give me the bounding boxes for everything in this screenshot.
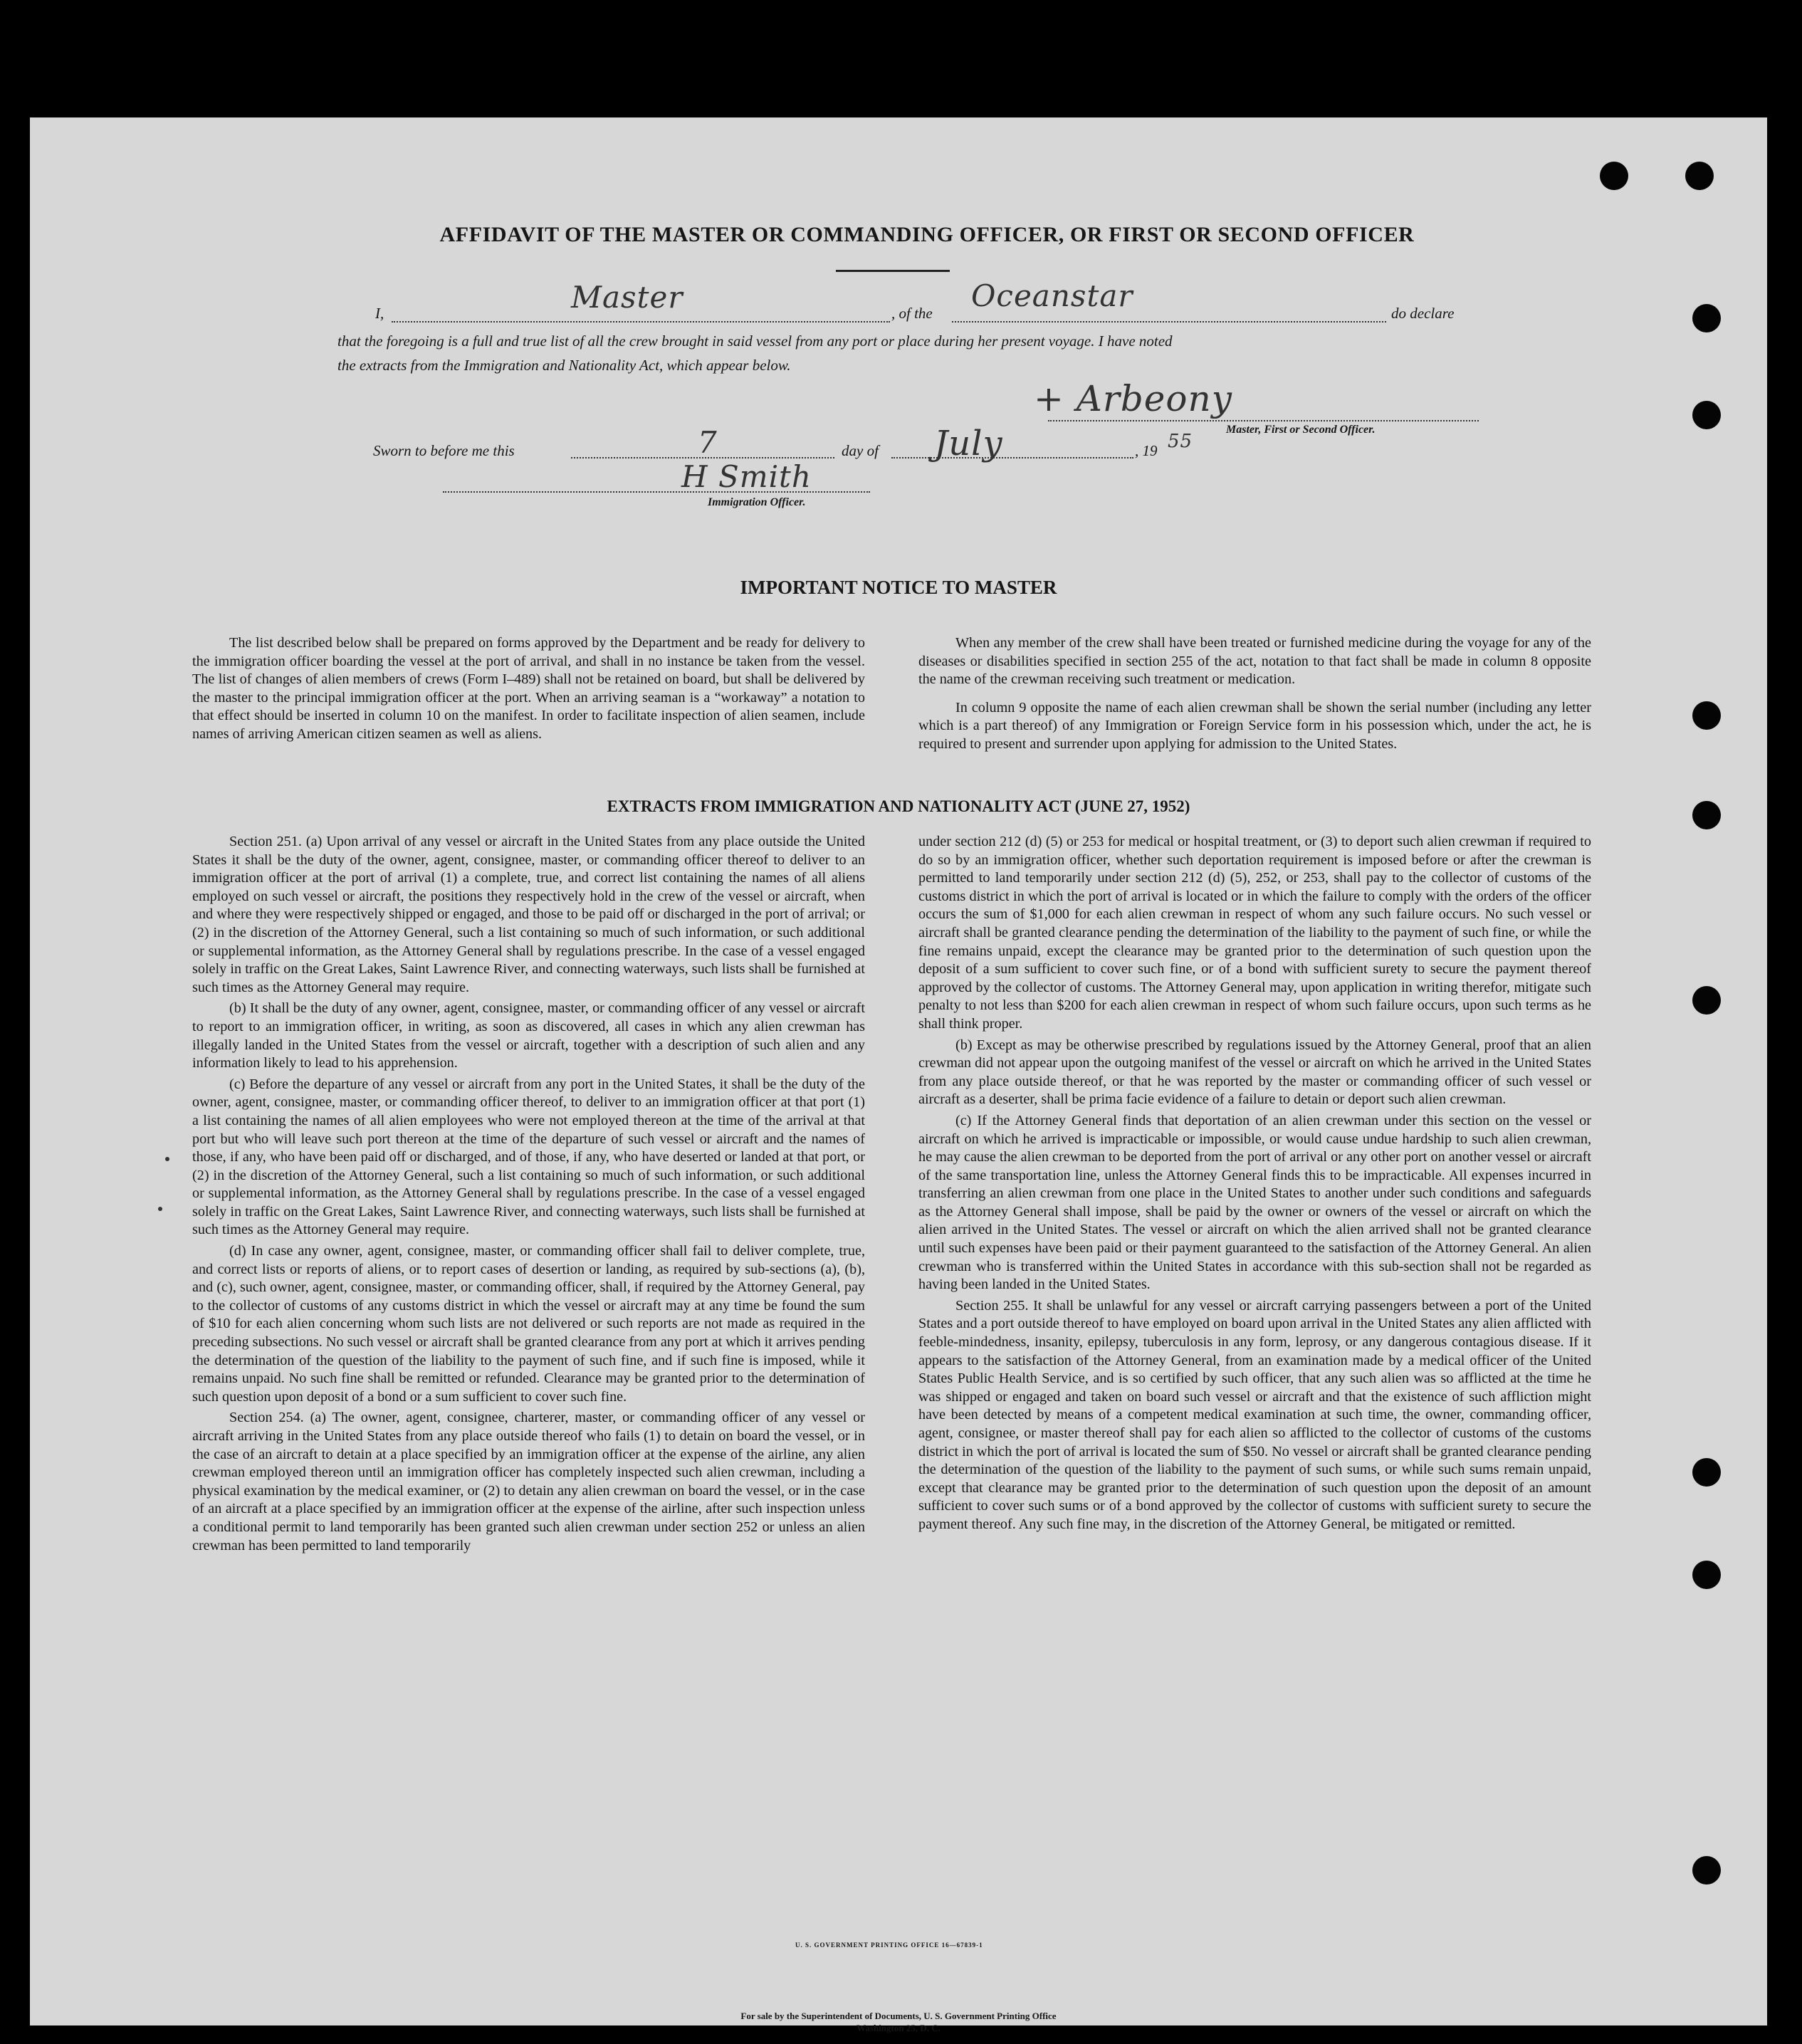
- extract-left-paragraph: (c) Before the departure of any vessel or aircraft from any port in the United States, it shall be the duty of the owner, agent, consignee, master, or commanding officer thereof, to deliver to an immigration officer at that port (1) a list containing the names of all alien employees who were not employed thereon at the time of the arrival at that port but who will leave such port thereon at the time of the departure of such vessel or aircraft and the names of those, if any, who have been paid off or discharged, and of those, if any, who have deserted or landed at that port, or (2) in the discretion of the Attorney General, such a list containing so much of such information, or such additional or supplemental information, as the Attorney General shall by regulations prescribe. In the case of a vessel engaged solely in traffic on the Great Lakes, Saint Lawrence River, and connecting waterways, such lists shall be furnished at such times as the Attorney General may require.: [192, 1076, 865, 1238]
- extract-left-paragraph: Section 251. (a) Upon arrival of any vessel or aircraft in the United States from any place outside the United States it shall be the duty of the owner, agent, consignee, master, or commanding officer thereof to deliver to an immigration officer at the port of arrival (1) a complete, true, and correct list containing the names of all aliens employed on such vessel or aircraft, the positions they respectively hold in the crew of the vessel or aircraft, when and where they were respectively shipped or engaged, and those to be paid off or discharged in the port of arrival; or (2) in the discretion of the Attorney General, such a list containing so much of such information, or such additional or supplemental information, as the Attorney General shall by regulations prescribe. In the case of a vessel engaged solely in traffic on the Great Lakes, Saint Lawrence River, and connecting waterways, such lists shall be furnished at such times as the Attorney General may require.: [192, 834, 865, 995]
- binder-hole: [1692, 701, 1721, 730]
- affidavit-title: AFFIDAVIT OF THE MASTER OR COMMANDING OFFICER, OR FIRST OR SECOND OFFICER: [439, 223, 1415, 246]
- handwritten-vessel: Oceanstar: [971, 278, 1133, 313]
- extracts-right-column: [918, 833, 1591, 1537]
- notice-right-paragraph-1: When any member of the crew shall have been treated or furnished medicine during the voyage for any of the diseases or disabilities specified in section 255 of the act, notation to that fact shall be made in column 8 opposite the name of the crewman receiving such treatment or medication.: [918, 635, 1591, 688]
- notice-left-column: [192, 634, 865, 747]
- sworn-label: Sworn to before me this: [373, 442, 515, 459]
- binder-hole: [1692, 304, 1721, 332]
- extract-right-paragraph: (b) Except as may be otherwise prescribed by regulations issued by the Attorney General, proof that an alien crewman did not appear upon the outgoing manifest of the vessel or aircraft on which he arrived in the United States from any place outside thereof, or that he was reported by the master or commanding officer of such vessel or aircraft as a deserter, shall be prima facie evidence of a failure to detain or deport such alien crewman.: [918, 1037, 1591, 1108]
- notice-right-column: [918, 634, 1591, 757]
- extract-right-paragraph: (c) If the Attorney General finds that deportation of an alien crewman under this section on the vessel or aircraft on which he arrived is impracticable or impossible, or would cause undue hardship to such alien crewman, he may cause the alien crewman to be deported from the port of arrival or any other port on another vessel or aircraft of the same transportation line, unless the Attorney General finds this to be impracticable. All expenses incurred in transferring an alien crewman from one place in the United States to another under such conditions and safeguards as the Attorney General shall impose, shall be paid by the owner or owners of the vessel or aircraft on which the alien arrived in the United States. The vessel or aircraft on which the alien arrived shall not be granted clearance until such expenses have been paid or their payment guaranteed to the satisfaction of the Attorney General. An alien crewman who is transferred within the United States in accordance with this sub-section shall not be regarded as having been landed in the United States.: [918, 1112, 1591, 1293]
- extract-left-paragraph: (d) In case any owner, agent, consignee, master, or commanding officer shall fail to deliver complete, true, and correct lists or reports of aliens, or to report cases of desertion or landing, as required by sub-sections (a), (b), and (c), such owner, agent, consignee, master, or commanding officer, shall, if required by the Attorney General, pay to the collector of customs of any customs district in which the vessel or aircraft may at any time be found the sum of $10 for each alien concerning whom such lists are not delivered or such reports are not made as required in the preceding subsections. No such vessel or aircraft shall be granted clearance from any port at which it arrives pending the determination of the question of the liability to the payment of such fine, and if such fine is imposed, while it remains unpaid. No such fine shall be remitted or refunded. Clearance may be granted prior to the determination of such question upon deposit of a bond or a sum sufficient to cover such fine.: [192, 1243, 865, 1405]
- master-signature-line: [1048, 420, 1479, 421]
- title-divider: [836, 270, 950, 272]
- officer-signature: H Smith: [681, 459, 812, 494]
- binder-hole: [1692, 986, 1721, 1015]
- year-label: , 19: [1135, 442, 1158, 459]
- month-line: [891, 457, 1133, 458]
- extract-right-paragraph: Section 255. It shall be unlawful for any vessel or aircraft carrying passengers between a port of the United States and a port outside thereof to have employed on board upon arrival in the United States any alien afflicted with feeble-mindedness, insanity, epilepsy, tuberculosis in any form, leprosy, or any dangerous contagious disease. If it appears to the satisfaction of the Attorney General, from an examination made by a medical officer of the United States Public Health Service, and is so certified by such officer, that any such alien was so afflicted at the time he was shipped or engaged and taken on board such vessel or aircraft and that the existence of such affliction might have been detected by means of a competent medical examination at such time, the owner, commanding officer, agent, consignee, or master thereof shall pay for each alien so afflicted to the collector of customs of the customs district in which the port of arrival is located the sum of $50. No vessel or aircraft shall be granted clearance pending the determination of the question of the liability to the payment of such sums, or while such sums remain unpaid, except that clearance may be granted prior to the determination of such question upon the deposit of an amount sufficient to cover such sums or of a bond approved by the collector of customs with sufficient surety to secure the payment thereof. Any such fine may, in the discretion of the Attorney General, be mitigated or remitted.: [918, 1297, 1591, 1532]
- extract-right-paragraph: under section 212 (d) (5) or 253 for medical or hospital treatment, or (3) to deport such alien crewman if required to do so by an immigration officer, whether such deportation requirement is imposed before or after the crewman is permitted to land temporarily under section 212 (d) (5), 252, or 253, shall pay to the collector of customs of the customs district in which the port of arrival is located or in which the failure to comply with the orders of the officer occurs the sum of $1,000 for each alien crewman in respect of whom any such failure occurs. No such vessel or aircraft shall be granted clearance pending the determination of the liability to the payment of such fine, or while the fine remains unpaid, except the clearance may be granted prior to the determination of such question upon the deposit of a sum sufficient to cover such fine, or of a bond with sufficient surety to secure the payment thereof approved by the collector of customs. The Attorney General may, upon application in writing therefor, mitigate such penalty to not less than $200 for each alien crewman in respect of whom such failure occurs, upon such terms as he shall think proper.: [918, 834, 1591, 1032]
- handwritten-rank: Master: [571, 280, 683, 315]
- ink-speck: [158, 1207, 162, 1211]
- binder-hole: [1692, 1458, 1721, 1487]
- binder-hole: [1685, 162, 1714, 190]
- handwritten-month: July: [934, 424, 1003, 463]
- affidavit-of-the-label: , of the: [891, 305, 933, 322]
- notice-right-paragraph-2: In column 9 opposite the name of each alien crewman shall be shown the serial number (including any letter which is a part thereof) of any Immigration or Foreign Service form in his possession which, under the act, he is required to present and surrender upon applying for admission to the United States.: [918, 699, 1591, 752]
- handwritten-year: 55: [1168, 431, 1193, 452]
- master-caption: Master, First or Second Officer.: [1226, 424, 1376, 436]
- affidavit-i-label: I,: [375, 305, 384, 322]
- affidavit-do-declare-label: do declare: [1391, 305, 1455, 322]
- affidavit-line-2: that the foregoing is a full and true list of all the crew brought in said vessel from any port or place during her present voyage. I have noted: [337, 332, 1173, 350]
- extract-left-paragraph: (b) It shall be the duty of any owner, agent, consignee, master, or commanding officer of any vessel or aircraft to report to an immigration officer, in writing, as soon as discovered, all cases in which any alien crewman has illegally landed in the United States from the vessel or aircraft, together with a description of such alien and any information likely to lead to his apprehension.: [192, 1000, 865, 1071]
- binder-hole: [1692, 1561, 1721, 1589]
- master-signature: + Arbeony: [1034, 378, 1232, 419]
- ink-speck: [165, 1157, 169, 1161]
- print-code: U. S. GOVERNMENT PRINTING OFFICE 16—67839-1: [795, 1941, 983, 1949]
- binder-hole: [1692, 401, 1721, 429]
- affidavit-line-3: the extracts from the Immigration and Nationality Act, which appear below.: [337, 357, 791, 374]
- extract-left-paragraph: Section 254. (a) The owner, agent, consignee, charterer, master, or commanding officer of any vessel or aircraft arriving in the United States from any place outside thereof who fails (1) to detain on board the vessel, or in the case of an aircraft to detain at a place specified by an immigration officer at the expense of the airline, any alien crewman employed thereon until an immigration officer has completely inspected such alien crewman, including a physical examination by the medical examiner, or (2) to detain any alien crewman on board the vessel, or in the case of an aircraft at a place specified by an immigration officer at the expense of the airline, after such inspection unless a conditional permit to land temporarily has been granted such alien crewman under section 252 or unless an alien crewman has been permitted to land temporarily: [192, 1410, 865, 1553]
- day-of-label: day of: [842, 442, 879, 459]
- rank-line: [392, 321, 890, 323]
- notice-heading: IMPORTANT NOTICE TO MASTER: [740, 577, 1057, 598]
- document-page: [30, 117, 1767, 2033]
- extracts-left-column: [192, 833, 865, 1558]
- vessel-line: [952, 321, 1386, 323]
- binder-hole: [1692, 1856, 1721, 1885]
- extracts-heading: EXTRACTS FROM IMMIGRATION AND NATIONALITY ACT (JUNE 27, 1952): [607, 797, 1190, 815]
- sale-notice-line-2: Washington 25, D. C.: [857, 2023, 941, 2033]
- sale-notice-line-1: For sale by the Superintendent of Documents, U. S. Government Printing Office: [740, 2011, 1057, 2021]
- handwritten-day: 7: [698, 425, 718, 460]
- binder-hole: [1600, 162, 1628, 190]
- officer-caption: Immigration Officer.: [708, 496, 806, 508]
- sale-notice: [30, 2010, 1767, 2034]
- notice-left-paragraph: The list described below shall be prepared on forms approved by the Department and be ready for delivery to the immigration officer boarding the vessel at the port of arrival, and shall in no instance be taken from the vessel. The list of changes of alien members of crews (Form I–489) shall not be retained on board, but shall be delivered by the master to the principal immigration officer at the port. When an arriving seaman is a “workaway” a notation to that effect should be inserted in column 10 on the manifest. In order to facilitate inspection of alien seamen, include names of arriving American citizen seamen as well as aliens.: [192, 635, 865, 742]
